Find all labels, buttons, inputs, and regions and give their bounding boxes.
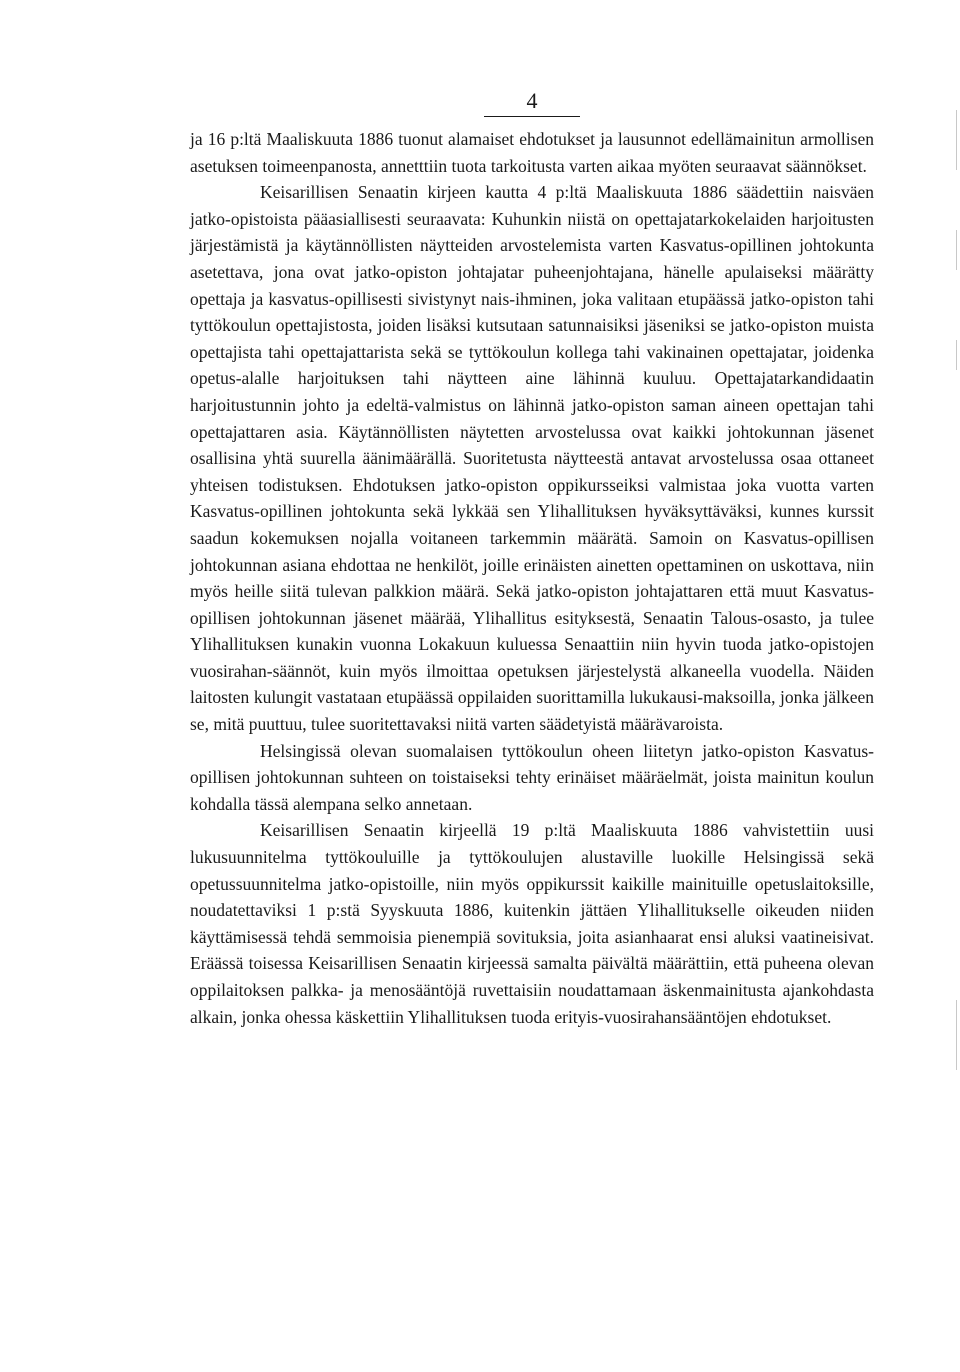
paragraph-helsinki-school: Helsingissä olevan suomalaisen tyttökoulun oheen liitetyn jatko-opiston Kasvatus-opillisen johtokunnan suhteen on toistaiseksi tehty erinäiset määräelmät, joista mainitun koulun kohdalla tässä alempana selko annetaan.	[190, 740, 874, 814]
paragraph-senate-letter-march-4: Keisarillisen Senaatin kirjeen kautta 4 p:ltä Maaliskuuta 1886 säädettiin naisväen jatko-opistoista pääasiallisesti seuraavata: Kuhunkin niistä on opettajatarkokelaiden harjoitusten järjestämistä ja käytännöllisten näytteiden arvostelemista varten Kasvatus-opillinen johtokunta asetettava, jona ovat jatko-opiston johtajatar puheenjohtajana, hänelle apulaiseksi määrätty opettaja ja kasvatus-opillisesti sivistynyt nais-ihminen, joka valitaan etupäässä jatko-opiston tahi tyttökoulun opettajistosta, joiden lisäksi kutsutaan satunnaisiksi jäseniksi se jatko-opiston muista opettajista tahi opettajattarista sekä se tyttökoulun kollega tahi vakinainen opettajatar, joidenka opetus-alalle harjoituksen tahi näytteen aine lähinnä kuuluu. Opettajatarkandidaatin harjoitustunnin johto ja edeltä-valmistus on lähinnä jatko-opiston saman aineen opettajan tahi opettajattaren asia. Käytännöllisten näytetten arvostelussa ovat kaikki johtokunnan jäsenet osallisina yhtä suurella äänimäärällä. Suoritetusta näytteestä antavat arvostelussa osaa ottaneet yhteisen todistuksen. Ehdotuksen jatko-opiston oppikursseiksi valmistaa joka vuotta varten Kasvatus-opillinen johtokunta sekä lykkää sen Ylihallituksen hyväksyttäväksi, kunnes kurssit saadun kokemuksen nojalla voitaneen tarkemmin määrätä. Samoin on Kasvatus-opillisen johtokunnan asiana ehdottaa ne henkilöt, joille erinäisten ainetten opettaminen on uskottava, niin myös heille siitä tulevan palkkion määrä. Sekä jatko-opiston johtajattaren että muut Kasvatus-opillisen johtokunnan jäsenet määrää, Ylihallitus esityksestä, Senaatin Talous-osasto, ja tulee Ylihallituksen kunakin vuonna Lokakuun kuluessa Senaattiin niin hyvin tuoda jatko-opistojen vuosirahan-säännöt, kuin myös ilmoittaa opetuksen järjestelystä alkaneella vuodella. Näiden laitosten kulungit vastataan etupäässä oppilaiden suorittamilla lukukausi-maksoilla, jonka jälkeen se, mitä puuttuu, tulee suoritettavaksi niitä varten säädetyistä määrävaroista.	[190, 182, 874, 735]
scan-edge-mark	[956, 110, 957, 170]
body-text	[190, 126, 874, 1030]
scan-edge-mark	[956, 230, 957, 270]
paragraph-senate-letter-march-19: Keisarillisen Senaatin kirjeellä 19 p:ltä Maaliskuuta 1886 vahvistettiin uusi lukusuunnitelma tyttökouluille ja tyttökoulujen alustaville luokille Helsingissä sekä opetussuunnitelma jatko-opistoille, niin myös oppikurssit kaikille mainituille opetuslaitoksille, noudatettaviksi 1 p:stä Syyskuuta 1886, kuitenkin jättäen Ylihallitukselle oikeuden niiden käyttämisessä tehdä semmoisia pienempiä sovituksia, joita asianhaarat ensi aluksi vaatineisivat. Eräässä toisessa Keisarillisen Senaatin kirjeessä samalta päivältä määrättiin, että puheena olevan oppilaitoksen palkka- ja menosääntöjä ruvettaisiin noudattamaan äskenmainitusta ajankohdasta alkain, jonka ohessa käskettiin Ylihallituksen tuoda erityis-vuosirahansääntöjen ehdotukset.	[190, 820, 874, 1027]
scan-edge-mark	[956, 1000, 957, 1070]
scan-edge-mark	[956, 340, 957, 370]
paragraph-continuation: ja 16 p:ltä Maaliskuuta 1886 tuonut alamaiset ehdotukset ja lausunnot edellämainitun armollisen asetuksen toimeenpanosta, annetttiin tuota tarkoitusta varten aikaa myöten seuraavat säännökset.	[190, 129, 874, 176]
page-number: 4	[484, 88, 580, 117]
